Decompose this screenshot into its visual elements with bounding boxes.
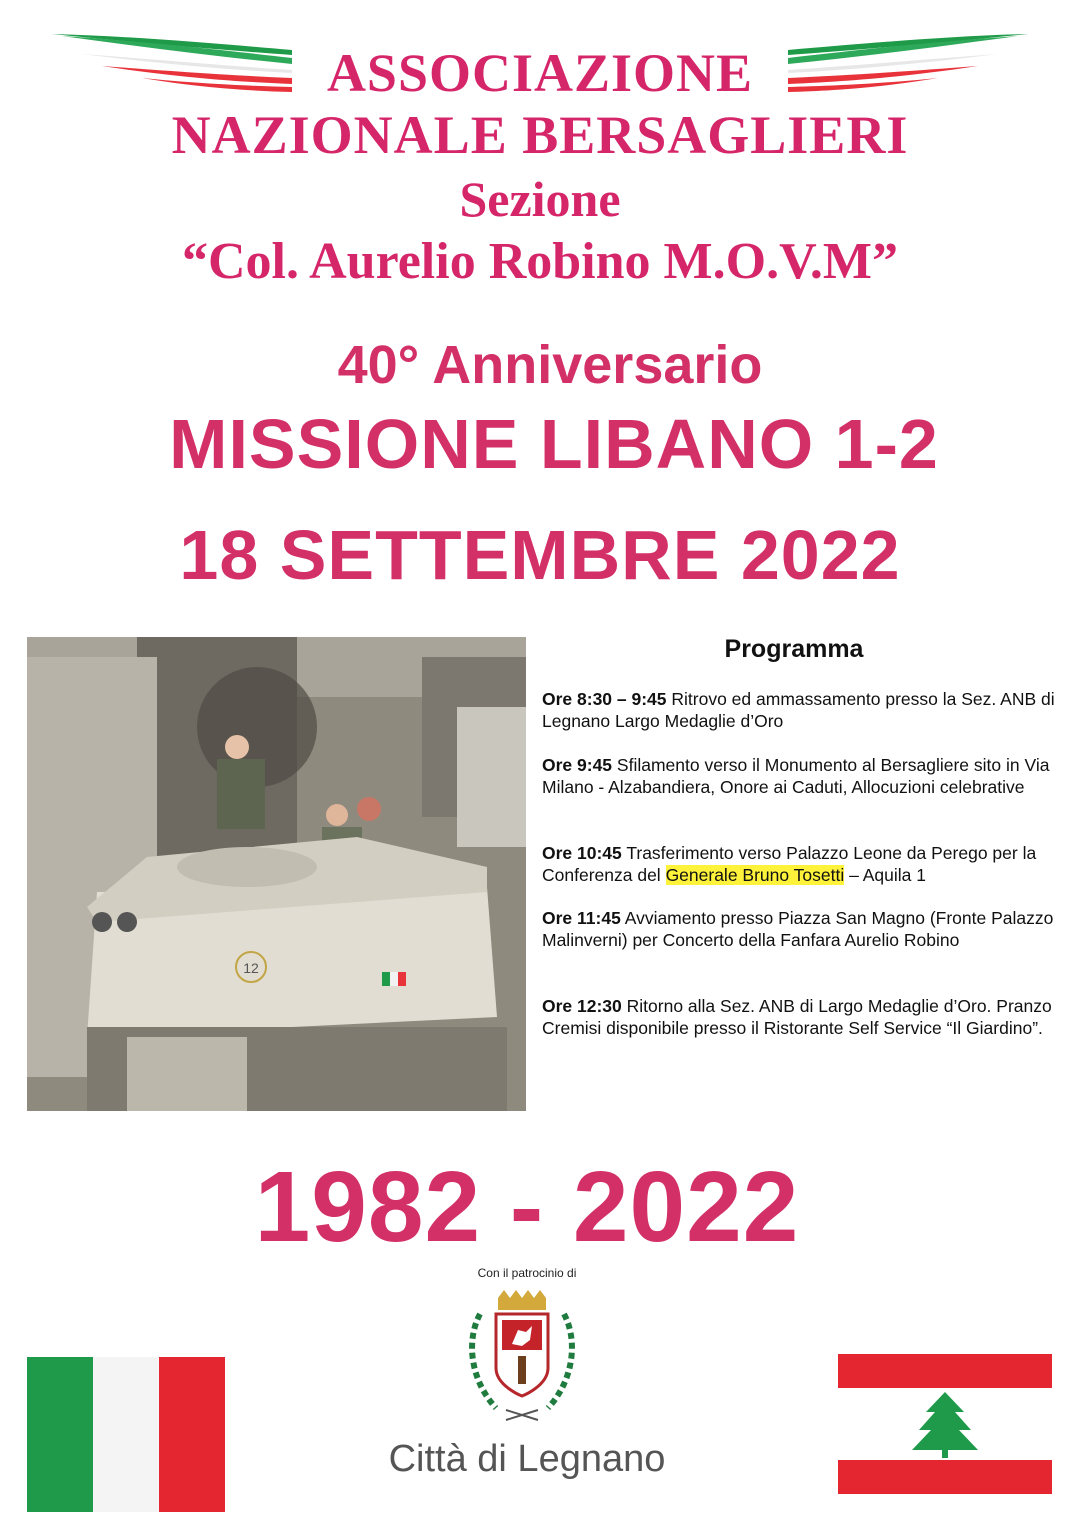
mission-heading: MISSIONE LIBANO 1-2	[169, 405, 939, 483]
program-time: Ore 10:45	[542, 843, 622, 863]
program-title: Programma	[724, 635, 864, 663]
program-item	[542, 688, 1057, 732]
program-text: Ritrovo ed ammassamento presso la Sez. ANB di Legnano Largo Medaglie d’Oro	[542, 689, 1055, 731]
program-time: Ore 11:45	[542, 908, 621, 928]
program-text: Ritorno alla Sez. ANB di Largo Medaglie d’Oro. Pranzo Cremisi disponibile presso il Ristorante Self Service “Il Giardino”.	[542, 996, 1052, 1038]
years-range: 1982 - 2022	[254, 1151, 800, 1263]
program-text: Avviamento presso Piazza San Magno (Fronte Palazzo Malinverni) per Concerto della Fanfara Aurelio Robino	[542, 908, 1054, 950]
vehicle-number: 12	[243, 960, 259, 976]
speaker-highlight: Generale Bruno Tosetti	[665, 865, 845, 885]
city-name: Città di Legnano	[388, 1438, 666, 1480]
italian-flag-icon	[27, 1357, 225, 1512]
event-date: 18 SETTEMBRE 2022	[179, 516, 901, 594]
program-item	[542, 754, 1057, 798]
section-label: Sezione	[459, 171, 621, 227]
program-item	[542, 907, 1057, 951]
program-item	[542, 842, 1057, 886]
program-time: Ore 8:30 – 9:45	[542, 689, 667, 709]
anniversary-heading: 40° Anniversario	[337, 335, 763, 395]
patronage-label: Con il patrocinio di	[477, 1266, 577, 1280]
legnano-crest-icon	[458, 1290, 588, 1430]
program-time: Ore 12:30	[542, 996, 622, 1016]
program-item	[542, 995, 1057, 1039]
program-text: – Aquila 1	[844, 865, 926, 885]
program-text: Trasferimento verso Palazzo Leone da Perego per la Conferenza del	[542, 843, 1037, 885]
association-title-line1: ASSOCIAZIONE	[326, 43, 754, 103]
program-time: Ore 9:45	[542, 755, 613, 775]
association-title-line2: NAZIONALE BERSAGLIERI	[171, 105, 909, 165]
armored-vehicle-photo	[27, 637, 526, 1111]
program-text: Sfilamento verso il Monumento al Bersagliere sito in Via Milano - Alzabandiera, Onore ai Caduti, Allocuzioni celebrative	[542, 755, 1050, 797]
lebanese-flag-icon	[838, 1354, 1052, 1494]
section-name: “Col. Aurelio Robino M.O.V.M”	[181, 233, 898, 290]
